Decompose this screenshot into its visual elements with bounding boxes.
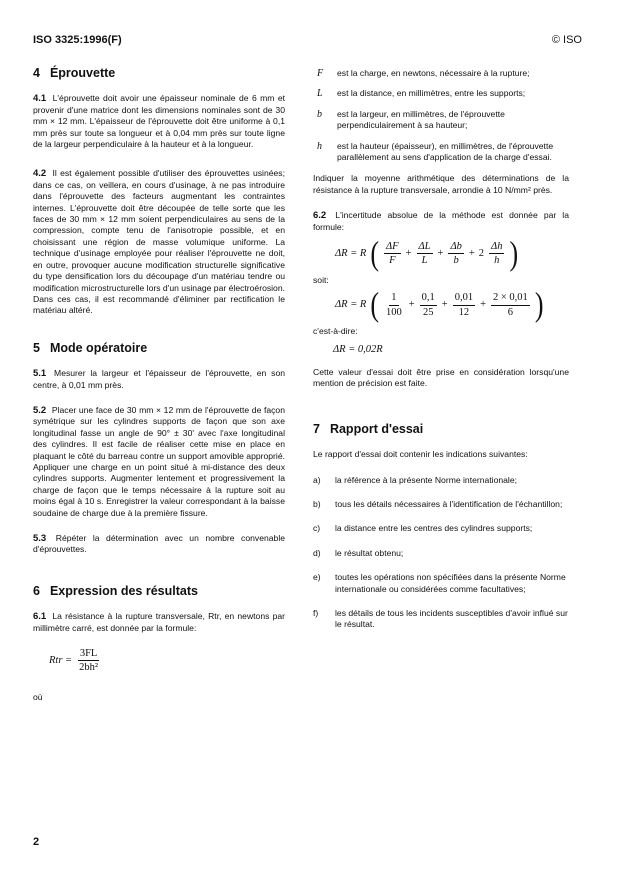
header-standard-number: ISO 3325:1996(F) (33, 34, 122, 46)
cest-a-dire-label: c'est-à-dire: (313, 326, 358, 337)
variable-definitions: F est la charge, en newtons, nécessaire à la rupture; L est la distance, en millimètres, entre les supports; b est la largeur, en millimètres, de l'éprouvette perpendiculairement à sa hauteur; h est la hauteur (épaisseur), en millimètres, de l'éprouvette parallèlement au sens d'application de la charge d'essai. (317, 68, 554, 163)
left-column (33, 68, 285, 703)
right-column (313, 68, 569, 631)
section-4-heading: 4 Éprouvette (33, 66, 116, 80)
section-7-heading: 7 Rapport d'essai (313, 421, 424, 436)
report-intro: Le rapport d'essai doit contenir les indications suivantes: (313, 449, 528, 460)
paragraph-6-2: 6.2 L'incertitude absolue de la méthode est donnée par la formule: (313, 210, 569, 232)
soit-label: soit: (313, 274, 329, 285)
section-5-heading: 5 Mode opératoire (33, 340, 148, 355)
formula-uncertainty: ΔR = R ( $\frac{\Delta F}{F}$ + $\frac{\Delta L}{L}$ + $\frac{\Delta b}{b}$ + 2 $\frac{\Delta h}{h}$ ) (335, 234, 519, 273)
list-item: le résultat obtenu; (335, 547, 404, 558)
list-item: la référence à la présente Norme internationale; (335, 474, 518, 485)
section-6-heading: 6 Expression des résultats (33, 583, 198, 598)
report-items-list: a) la référence à la présente Norme internationale; b) tous les détails nécessaires à l'identification de l'échantillon; c) la distance entre les centres des cylindres supports; d) le résultat obtenu; e) toutes les opérations non spécifiées dans la présente Norme internationale ou considérées comme facultatives; f) les détails de tous les incidents susceptibles d'avoir influé sur le résultat. (313, 474, 568, 630)
list-item: les détails de tous les incidents susceptibles d'avoir influé sur le résultat. (335, 607, 568, 630)
header-copyright: © ISO (551, 34, 582, 46)
where-label: où (33, 691, 43, 702)
page-number: 2 (33, 836, 40, 848)
paragraph-6-1: 6.1 La résistance à la rupture transversale, Rtr, en newtons par millimètre carré, est donnée par la formule: (33, 611, 285, 633)
list-item: tous les détails nécessaires à l'identification de l'échantillon; (335, 498, 563, 509)
formula-uncertainty-numeric: ΔR = R ( $\frac{1}{100}$ + $\frac{0,1}{25}$ + $\frac{0,01}{12}$ + $\frac{2 \times 0,01}{6}$ ) (335, 285, 544, 324)
formula-rtr: Rtr = $\frac{3FL}{\text{2bh²}}$ (49, 648, 99, 674)
average-instruction: Indiquer la moyenne arithmétique des déterminations de la résistance à la rupture transversale, arrondie à 10 N/mm² près. (313, 173, 569, 195)
list-item: toutes les opérations non spécifiées dans la présente Norme internationale ou considérées comme facultatives; (335, 572, 566, 594)
precision-note: Cette valeur d'essai doit être prise en considération lorsqu'une mention de précision est faite. (313, 366, 569, 389)
paragraph-5-2: 5.2 Placer une face de 30 mm × 12 mm de l'éprouvette de façon symétrique sur les cylindres supports de façon que son axe longitudinal fasse un angle de 90° ± 30' avec l'axe longitudinal des cylindres. Il est facile de réaliser cette mise en place en plaquant le côté du barreau contre un support amovible approprié. Appliquer une charge en un point situé à mi-distance des deux cylindres supports. Augmenter lentement et progressivement la charge de façon que le temps nécessaire à la rupture soit au moins égal à 10 s. Enregistrer la valeur correspondant à la baisse soudaine de charge due à la première fissure. (33, 404, 285, 518)
paragraph-5-3: 5.3 Répéter la détermination avec un nombre convenable d'éprouvettes. (33, 533, 286, 555)
list-item: la distance entre les centres des cylindres supports; (335, 523, 533, 534)
paragraph-4-1: 4.1 L'éprouvette doit avoir une épaisseur nominale de 6 mm et provenir d'une matrice dont les dimensions nominales sont de 30 mm × 12 mm. L'épaisseur de l'éprouvette doit être uniforme à 0,1 mm près sur toute sa longueur et à 0,04 mm près sur toute ligne de la largeur perpendiculaire à la hauteur et à la longueur. (33, 93, 285, 150)
formula-uncertainty-result: ΔR = 0,02R (333, 343, 383, 355)
paragraph-4-2: 4.2 Il est également possible d'utiliser des éprouvettes usinées; dans ce cas, on veillera, en cours d'usinage, à ne pas introduire dans l'éprouvette des facteurs augmentant les contraintes internes. L'éprouvette doit être découpée de telle sorte que les faces de 30 mm × 12 mm soient perpendiculaires au sens de la compression, compte tenu de l'anisotropie possible, et en choisissant une région de masse volumique uniforme. La technique d'usinage employée pour réaliser l'éprouvette ne doit, en outre, provoquer aucune modification structurelle significative du type densification lors du découpage d'un matériau tendre ou modification microstructurelle lors d'un usinage par électroérosion. Dans ces cas, il est recommandé d'éliminer par rectification le matériau altéré. (33, 168, 285, 316)
paragraph-5-1: 5.1 Mesurer la largeur et l'épaisseur de l'éprouvette, en son centre, à 0,01 mm près. (33, 368, 286, 390)
